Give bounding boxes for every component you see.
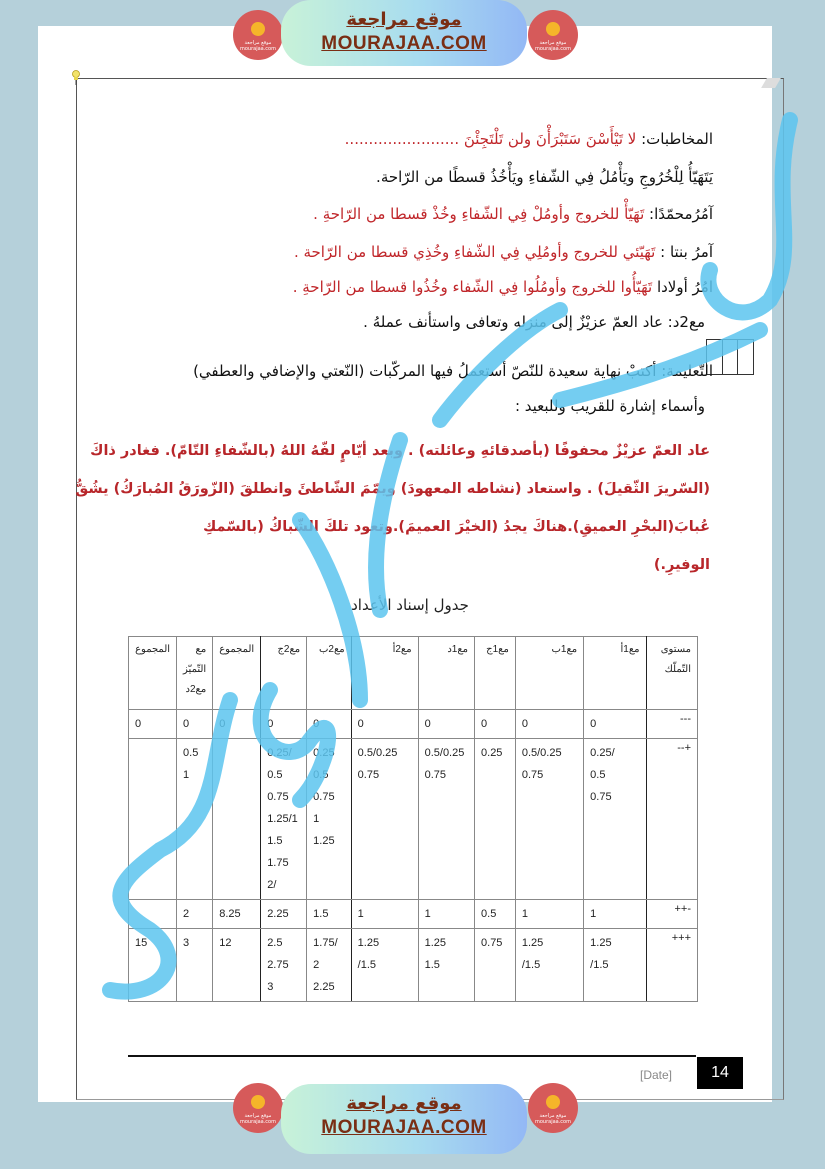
score-cell: 1 <box>418 900 474 929</box>
answer-paragraph <box>75 432 710 584</box>
score-cell: 2.5 2.75 3 <box>261 929 307 1002</box>
line-base-sentence: يَتَهَيّأُ لِلْخُرُوجِ ويَأْمُلُ فِي الشّفاءِ ويَأْخُذُ قسطًا من الرّاحة. <box>376 168 713 186</box>
score-cell: 0.5/0.25 0.75 <box>515 739 583 900</box>
score-cell: 0 <box>475 710 516 739</box>
score-cell: 0.5/0.25 0.75 <box>351 739 418 900</box>
table-row <box>129 739 698 900</box>
table-header-row: مستوى التّملّك مع1أ مع1ب مع1ج مع1د مع2أ مع2ب مع2ج المجموع مع التّميّز مع2د المجموع <box>129 637 698 710</box>
score-cell: 0 <box>515 710 583 739</box>
answer-line: الوفيرِ.) <box>653 557 710 573</box>
score-cell: /1.75 2 2.25 <box>307 929 352 1002</box>
answer-line: (السّريرَ الثّقيلَ) . واستعاد (نشاطه المعهودَ) ويمّمَ الشّاطئَ وانطلقَ (الزّورَقُ المُبارَكُ) يشُقُّ <box>75 481 710 497</box>
level-cell: --- <box>646 710 697 739</box>
footer-date: [Date] <box>640 1068 673 1082</box>
score-cell: 0.5 <box>475 900 516 929</box>
score-cell <box>129 739 177 900</box>
score-cell <box>129 900 177 929</box>
table-row <box>129 710 698 739</box>
site-banner-bottom[interactable] <box>281 1084 527 1154</box>
level-cell: +++ <box>646 929 697 1002</box>
score-cell: 0 <box>584 710 646 739</box>
score-cell: 1.25 1.5 <box>418 929 474 1002</box>
grading-table <box>128 636 698 1002</box>
score-cell: 1.25 1.5/ <box>351 929 418 1002</box>
score-cell: 0.75 <box>475 929 516 1002</box>
score-cell: 0 <box>418 710 474 739</box>
answer-line: عُبابَ(البحْرِ العميقِ).هناكَ يجدُ (الخيْرَ العميمَ).وتعود تلكَ الشّباكُ (بالسّمكِ <box>202 519 710 535</box>
line-instruction-cont: وأسماء إشارة للقريب وللبعيد : <box>514 397 705 415</box>
line-command-children: امُرُ أولادا تَهَيّأُوا للخروج وأومُلُوا فِي الشّفاء وخُذُوا قسطا من الرّاحةِ . <box>292 278 713 296</box>
page-number: 14 <box>697 1057 743 1089</box>
pushpin-icon <box>70 70 82 86</box>
footer-rule <box>128 1055 696 1057</box>
score-cell: 0 <box>261 710 307 739</box>
score-cell: 0 <box>213 710 261 739</box>
line-command-girl: آمرُ بنتا : تَهَيّئي للخروج وأومُلِي فِي الشّفاءِ وخُذِي قسطا من الرّاحة . <box>293 243 713 261</box>
score-cell: 0.5/0.25 0.75 <box>418 739 474 900</box>
score-cell <box>213 739 261 900</box>
score-cell: 1.25 1.5/ <box>584 929 646 1002</box>
line-criterion-2d: مع2د: عاد العمّ عزيْزٌ إلى منزله وتعافى واستأنف عملهُ . <box>363 313 705 331</box>
logo-badge-right: موقع مراجعة mourajaa.com <box>528 10 578 60</box>
banner-arabic: موقع مراجعة <box>346 1093 462 1114</box>
line-instruction: التّعليمة: أكتبْ نهاية سعيدة للنّصّ أستعملُ فيها المركّبات (النّعتي والإضافي والعطفي) <box>193 362 713 380</box>
logo-badge-left: موقع مراجعة mourajaa.com <box>233 10 283 60</box>
score-cell: 0 <box>307 710 352 739</box>
level-cell: +-- <box>646 739 697 900</box>
score-cell: /0.25 0.5 0.75 1.25/1 1.5 1.75 /2 <box>261 739 307 900</box>
score-cell: 3 <box>177 929 213 1002</box>
logo-badge-left-bottom: موقع مراجعة mourajaa.com <box>233 1083 283 1133</box>
score-cell: 12 <box>213 929 261 1002</box>
score-cell: 0 <box>177 710 213 739</box>
banner-arabic: موقع مراجعة <box>346 9 462 30</box>
table-row <box>129 900 698 929</box>
table-row <box>129 929 698 1002</box>
score-cell: 0 <box>351 710 418 739</box>
score-cell: 2 <box>177 900 213 929</box>
score-cell: 0.25 0.5 0.75 1 1.25 <box>307 739 352 900</box>
score-cell: 0.25 <box>475 739 516 900</box>
banner-url: MOURAJAA.COM <box>321 33 487 54</box>
line-addressees: المخاطبات: لا تَيْأَسْنَ سَتَبْرَأْنَ ولن تَلْتَجِئْنَ ........................ <box>344 130 713 148</box>
score-cell: 2.25 <box>261 900 307 929</box>
score-cell: 1 <box>584 900 646 929</box>
level-cell: -++ <box>646 900 697 929</box>
answer-line: عاد العمّ عزيْزٌ محفوفًا (بأصدقائهِ وعائلته) . وبعد أيّامٍ لفّهُ اللهُ (بالشّفاءِ التّامّ). فغادر ذاكَ <box>90 443 710 459</box>
score-cell: 8.25 <box>213 900 261 929</box>
score-cell: 0.5 1 <box>177 739 213 900</box>
score-cell: 1.25 1.5/ <box>515 929 583 1002</box>
score-boxes <box>706 339 754 375</box>
score-cell: 1 <box>515 900 583 929</box>
score-cell: 0 <box>129 710 177 739</box>
site-banner-top[interactable] <box>281 0 527 66</box>
score-cell: 15 <box>129 929 177 1002</box>
score-cell: 1.5 <box>307 900 352 929</box>
line-command-mohamed: آمُرُمحمّدًا: تَهَيّأْ للخروج وأومُلْ فِي الشّفاءِ وخُذْ قسطا من الرّاحةِ . <box>313 205 713 223</box>
score-cell: /0.25 0.5 0.75 <box>584 739 646 900</box>
table-title: جدول إسناد الأعداد <box>351 596 469 614</box>
score-cell: 1 <box>351 900 418 929</box>
banner-url: MOURAJAA.COM <box>321 1117 487 1138</box>
logo-badge-right-bottom: موقع مراجعة mourajaa.com <box>528 1083 578 1133</box>
